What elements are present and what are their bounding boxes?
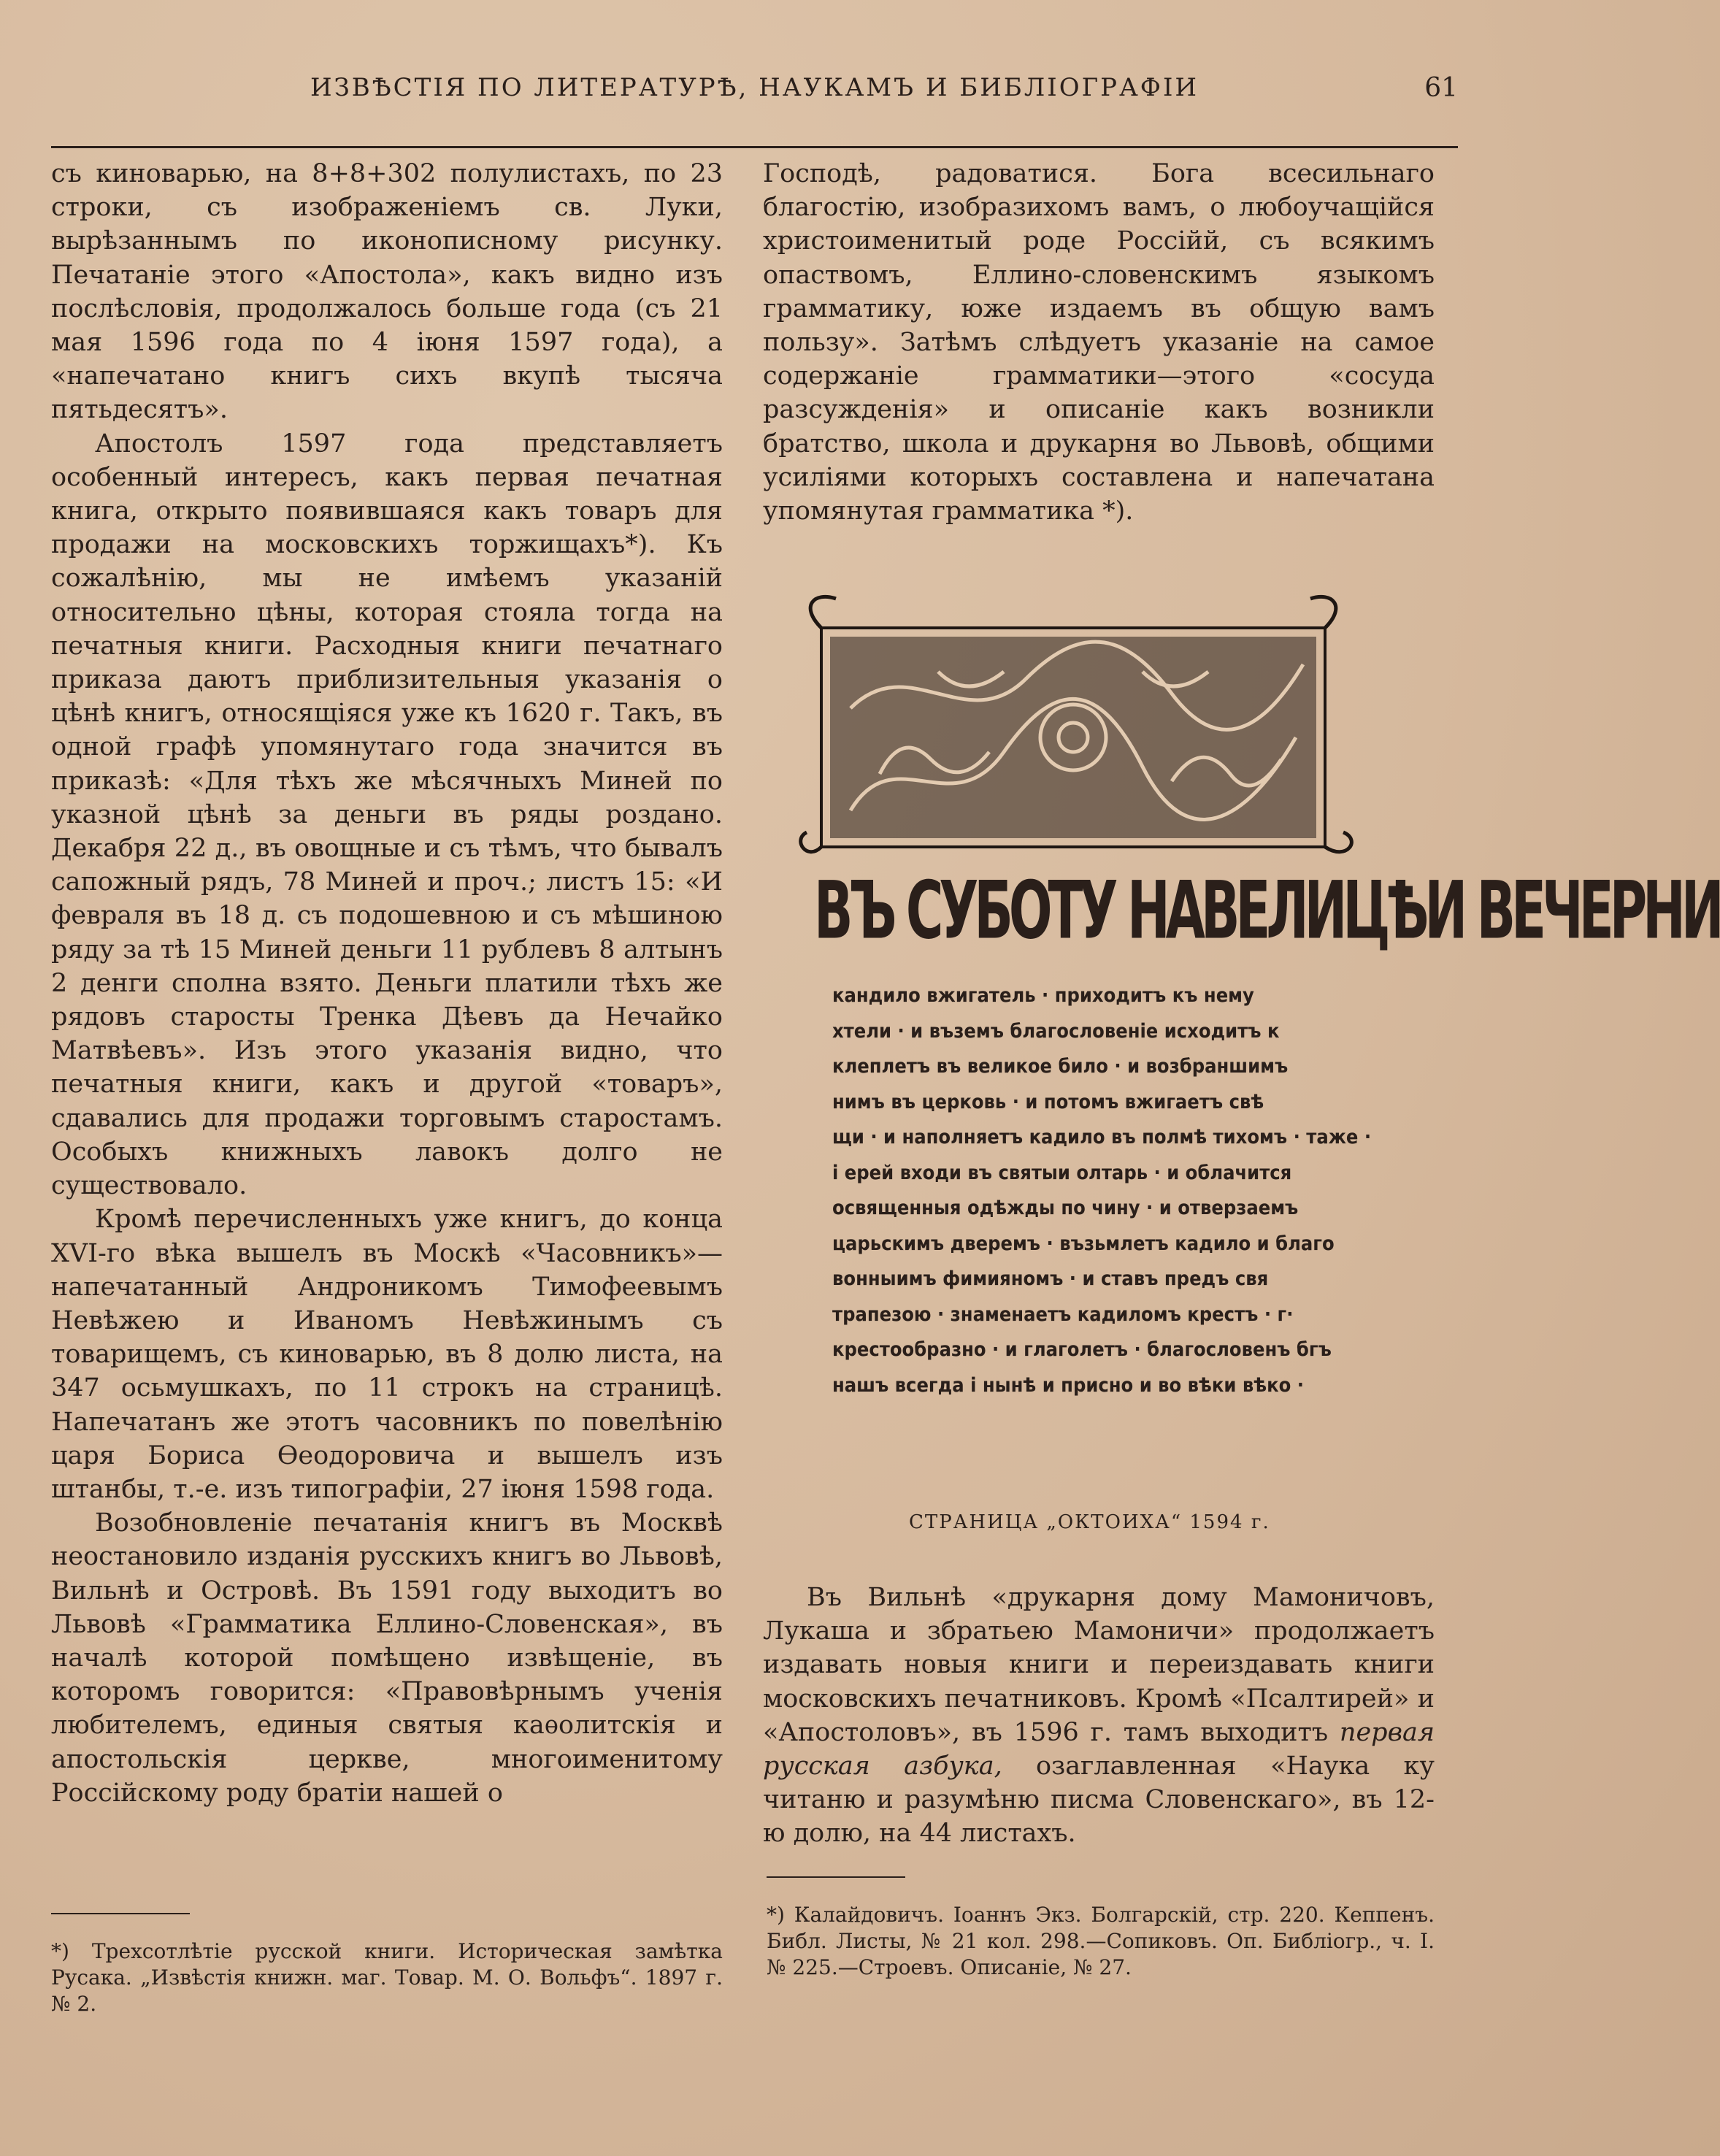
old-print-line: щи · и наполняетъ кадило въ полмѣ тихомъ · таже · [832,1126,1372,1148]
right-paragraph-bottom [763,1581,1435,1851]
right-paragraph-top: Господѣ, радоватися. Бога всесильнаго благостію, изобразихомъ вамъ, о любоучащійся христоименитый роде Россійй, съ всякимъ опаствомъ, Еллино-словенскимъ языкомъ грамматику, юже издаемъ въ общую вамъ пользу». Затѣмъ слѣдуетъ указаніе на самое содержаніе грамматики—этого «сосуда разсужденія» и описаніе какъ возникли братство, школа и друкарня во Львовѣ, общими усиліями которыхъ составлена и напечатана упомянутая грамматика *). [763,159,1435,526]
page-header [51,73,1458,117]
left-paragraph-1: съ киноварью, на 8+8+302 полулистахъ, по 23 строки, съ изображеніемъ св. Луки, вырѣзаннымъ по иконописному рисунку. Печатаніе этого «Апостола», какъ видно изъ послѣсловія, продолжалось больше года (съ 21 мая 1596 года по 4 іюня 1597 года), а «напечатано книгъ сихъ вкупѣ тысяча пятьдесятъ». [51,159,723,425]
footnote-right: *) Калайдовичъ. Іоаннъ Экз. Болгарскій, стр. 220. Кеппенъ. Библ. Листы, № 21 кол. 298.—Сопиковъ. Оп. Библіогр., ч. І. № 225.—Строевъ. Описаніе, № 27. [767,1903,1435,1979]
right-paragraph-bottom-start: Въ Вильнѣ «друкарня дому Мамоничовъ, Лукаша и збратьею Мамоничи» продолжаетъ издавать новыя книги и переиздавать книги московскихъ печатниковъ. Кромѣ «Псалтирей» и «Апостоловъ», въ 1596 г. тамъ выходитъ [763,1583,1435,1747]
old-print-line: клеплетъ въ великое било · и возбраншимъ [832,1055,1289,1078]
left-paragraph-3: Кромѣ перечисленныхъ уже книгъ, до конца XVI-го вѣка вышелъ въ Москѣ «Часовникъ»—напечатанный Андроникомъ Тимофеевымъ Невѣжею и Иваномъ Невѣжинымъ съ товарищемъ, съ киноварью, въ 8 долю листа, на 347 осьмушкахъ, по 11 строкъ на страницѣ. Напечатанъ же этотъ часовникъ по повелѣнію царя Бориса Ѳеодоровича и вышелъ изъ штанбы, т.-е. изъ типографіи, 27 іюня 1598 года. [51,1205,723,1504]
old-print-line: нашъ всегда і нынѣ и присно и во вѣки вѣко · [832,1373,1304,1397]
old-print-line: кандило вжигатель · приходитъ къ нему [832,984,1254,1007]
old-print-title: ВЪ СУБОТУ НАВЕЛИЦѢИ ВЕЧЕРНИ [814,865,1720,957]
right-column-top [763,157,1435,528]
old-print-line: і ерей входи въ святыи олтарь · и облачится [832,1161,1292,1184]
header-rule [51,146,1458,148]
old-print-line: трапезою · знаменаетъ кадиломъ крестъ · г· [832,1303,1294,1326]
left-paragraph-4: Возобновленіе печатанія книгъ въ Москвѣ неостановило изданія русскихъ книгъ во Львовѣ, Вильнѣ и Островѣ. Въ 1591 году выходитъ во Львовѣ «Грамматика Еллино-Словенская», въ началѣ которой помѣщено извѣщеніе, въ которомъ говорится: «Правовѣрнымъ ученія любителемъ, единыя святыя каѳолитскія и апостольскія церкве, многоименитому Россійскому роду братіи нашей о [51,1508,723,1808]
old-print-line: хтели · и въземъ благословеніе исходитъ к [832,1019,1280,1043]
right-column-bottom [763,1581,1435,1851]
old-print-line: освященныя одѣжды по чину · и отверзаемъ [832,1197,1299,1219]
old-print-line: крестообразно · и глаголетъ · благословенъ бгъ [832,1338,1332,1361]
left-column [51,157,723,1810]
footnote-rule-right [767,1876,905,1878]
left-paragraph-2: Апостолъ 1597 года представляетъ особенный интересъ, какъ первая печатная книга, открыто появившаяся какъ товаръ для продажи на московскихъ торжищахъ*). Къ сожалѣнію, мы не имѣемъ указаній относительно цѣны, которая стояла тогда на печатныя книги. Расходныя книги печатнаго приказа даютъ приблизительныя указанія о цѣнѣ книгъ, относящіяся уже къ 1620 г. Такъ, въ одной графѣ упомянутаго года значится въ приказѣ: «Для тѣхъ же мѣсячныхъ Миней по указной цѣнѣ за деньги въ ряды роздано. Декабря 22 д., въ овощные и съ тѣмъ, что бывалъ сапожный рядъ, 78 Миней и проч.; листъ 15: «И февраля въ 18 д. съ подошевною и съ мѣшиною ряду за тѣ 15 Миней деньги 11 рублевъ 8 алтынъ 2 денги сполна взято. Деньги платили тѣхъ же рядовъ старосты Тренка Дѣевъ да Нечайко Матвѣевъ». Изъ этого указанія видно, что печатныя книги, какъ и другой «товаръ», сдавались для продажи торговымъ старостамъ. Особыхъ книжныхъ лавокъ долго не существовало. [51,429,723,1201]
right-paragraph-bottom-end: озаглавленная «Наука ку читаню и разумѣню писма Словенскаго», въ 12-ю долю, на 44 листахъ. [763,1752,1435,1849]
old-print-line: нимъ въ церковь · и потомъ вжигаетъ свѣ [832,1090,1264,1113]
old-print-text [832,978,1372,1403]
footnote-rule-left [51,1913,190,1914]
page-number: 61 [1424,73,1458,103]
old-print-line: вонныимъ фимияномъ · и ставъ предъ свя [832,1267,1269,1290]
running-head: ИЗВѢСТІЯ ПО ЛИТЕРАТУРѢ, НАУКАМЪ И БИБЛІОГРАФІИ [310,73,1199,102]
figure-caption: СТРАНИЦА „ОКТОИХА“ 1594 г. [909,1511,1270,1533]
old-print-line: царьскимъ дверемъ · възьмлетъ кадило и благо [832,1232,1335,1255]
right-paragraph-bottom-italic: первая русская азбука, [763,1717,1435,1781]
footnote-left: *) Трехсотлѣтіе русской книги. Историческая замѣтка Русака. „Извѣстія книжн. маг. Товар. М. О. Вольфъ“. 1897 г. № 2. [51,1939,723,2016]
ornament-headpiece [792,591,1362,862]
